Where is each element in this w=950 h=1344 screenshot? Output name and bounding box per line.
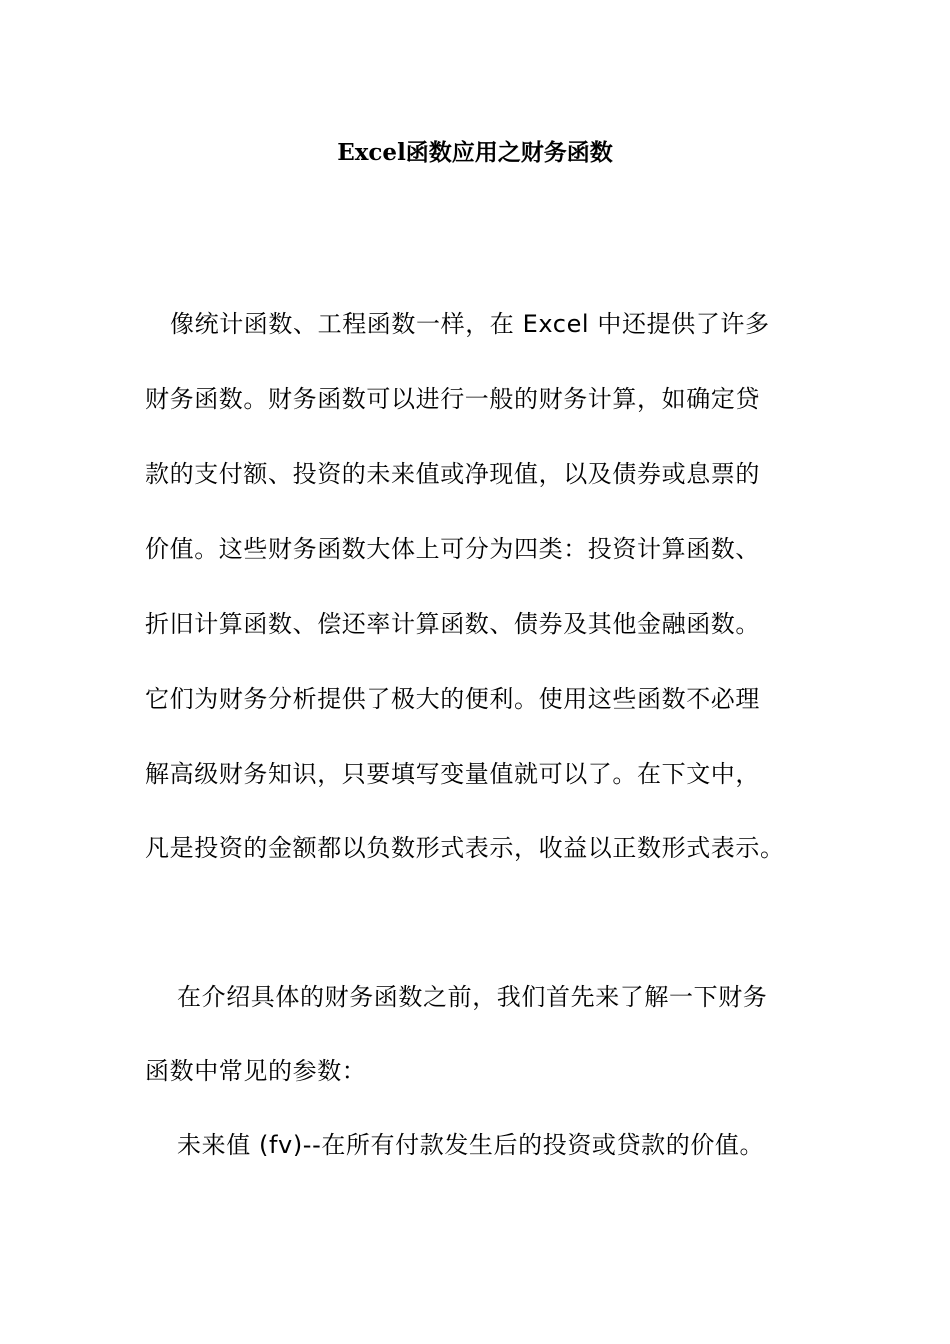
paragraph1-line-6: 它们为财务分析提供了极大的便利。使用这些函数不必理 (145, 685, 760, 713)
paragraph1-line-4: 价值。这些财务函数大体上可分为四类：投资计算函数、 (145, 535, 760, 563)
paragraph1-line-1: 像统计函数、工程函数一样，在 Excel 中还提供了许多 (170, 310, 770, 338)
paragraph3-line-1: 未来值 (fv)--在所有付款发生后的投资或贷款的价值。 (177, 1131, 765, 1159)
paragraph1-line-3: 款的支付额、投资的未来值或净现值，以及债券或息票的 (145, 460, 760, 488)
paragraph1-line-8: 凡是投资的金额都以负数形式表示，收益以正数形式表示。 (145, 834, 785, 862)
paragraph1-line-7: 解高级财务知识，只要填写变量值就可以了。在下文中， (145, 760, 760, 788)
document-title: Excel函数应用之财务函数 (337, 139, 613, 166)
paragraph2-line-1: 在介绍具体的财务函数之前，我们首先来了解一下财务 (177, 983, 768, 1011)
paragraph1-line-2: 财务函数。财务函数可以进行一般的财务计算，如确定贷 (145, 385, 760, 413)
paragraph1-line-5: 折旧计算函数、偿还率计算函数、债券及其他金融函数。 (145, 610, 760, 638)
paragraph2-line-2: 函数中常见的参数： (145, 1057, 367, 1085)
